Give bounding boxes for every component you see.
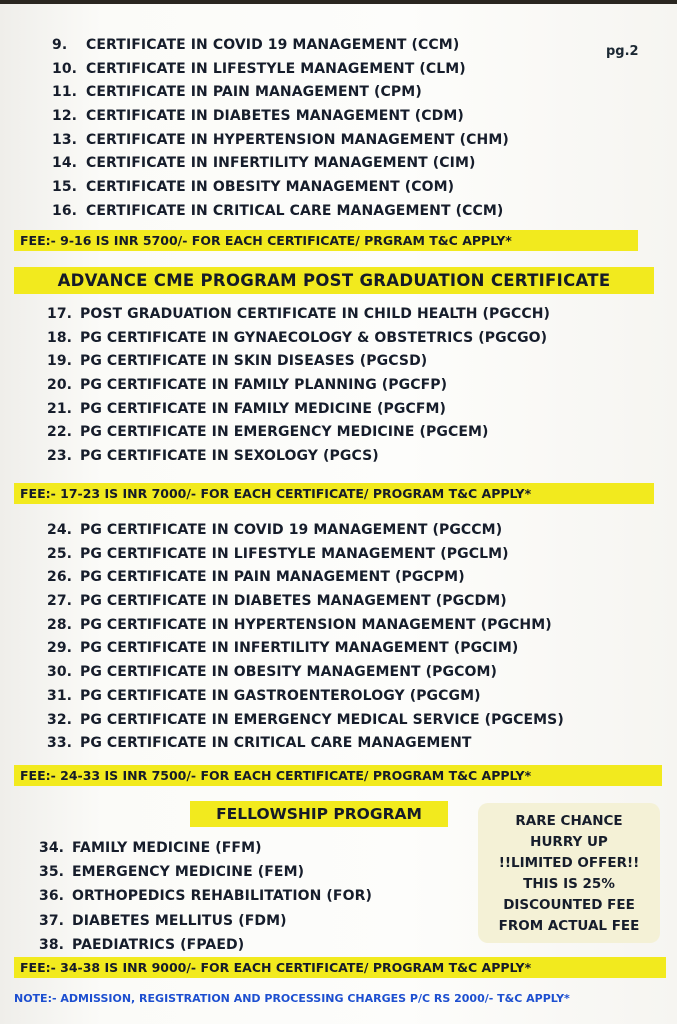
item-number: 34. <box>39 840 65 856</box>
item-number: 35. <box>39 864 65 881</box>
section-heading-fellowship: FELLOWSHIP PROGRAM <box>190 801 448 827</box>
item-number: 21. <box>47 400 73 417</box>
item-number: 18. <box>47 329 73 346</box>
item-text: PG CERTIFICATE IN SEXOLOGY (PGCS) <box>80 448 379 465</box>
item-number: 38. <box>39 936 65 953</box>
item-text: PG CERTIFICATE IN GASTROENTEROLOGY (PGCGM) <box>80 687 481 704</box>
item-text: PG CERTIFICATE IN EMERGENCY MEDICINE (PGCEM) <box>80 424 489 441</box>
item-text: PG CERTIFICATE IN LIFESTYLE MANAGEMENT (PGCLM) <box>80 545 509 562</box>
item-number: 23. <box>47 448 73 465</box>
item-number: 31. <box>47 687 73 704</box>
item-text: PG CERTIFICATE IN GYNAECOLOGY & OBSTETRICS (PGCGO) <box>80 329 548 346</box>
fee-banner-34-38: FEE:- 34-38 IS INR 9000/- FOR EACH CERTIFICATE/ PROGRAM T&C APPLY* <box>14 957 666 978</box>
document-page <box>0 4 677 1024</box>
item-number: 19. <box>47 353 73 370</box>
item-number: 9. <box>52 37 68 53</box>
item-text: CERTIFICATE IN OBESITY MANAGEMENT (COM) <box>86 179 455 196</box>
item-text: FAMILY MEDICINE (FFM) <box>72 840 262 856</box>
fee-banner-24-33: FEE:- 24-33 IS INR 7500/- FOR EACH CERTIFICATE/ PROGRAM T&C APPLY* <box>14 765 662 786</box>
item-number: 13. <box>52 131 78 148</box>
item-number: 33. <box>47 735 73 752</box>
offer-line: !!LIMITED OFFER!! <box>498 855 640 871</box>
item-text: CERTIFICATE IN HYPERTENSION MANAGEMENT (CHM) <box>86 131 509 148</box>
item-number: 11. <box>52 84 78 101</box>
item-text: DIABETES MELLITUS (FDM) <box>72 912 287 929</box>
item-number: 37. <box>39 912 65 929</box>
item-text: CERTIFICATE IN LIFESTYLE MANAGEMENT (CLM) <box>86 60 466 77</box>
offer-line: HURRY UP <box>530 834 608 850</box>
item-text: POST GRADUATION CERTIFICATE IN CHILD HEALTH (PGCCH) <box>80 306 551 322</box>
item-number: 22. <box>47 424 73 441</box>
item-number: 30. <box>47 664 73 681</box>
item-number: 32. <box>47 711 73 728</box>
item-number: 28. <box>47 616 73 633</box>
offer-line: FROM ACTUAL FEE <box>498 918 640 934</box>
item-text: PG CERTIFICATE IN EMERGENCY MEDICAL SERVICE (PGCEMS) <box>80 711 564 728</box>
item-number: 25. <box>47 545 73 562</box>
item-text: CERTIFICATE IN CRITICAL CARE MANAGEMENT (CCM) <box>86 202 504 219</box>
item-number: 10. <box>52 60 78 77</box>
section-heading-pg-certificate: ADVANCE CME PROGRAM POST GRADUATION CERTIFICATE <box>14 267 654 294</box>
item-text: PG CERTIFICATE IN HYPERTENSION MANAGEMENT (PGCHM) <box>80 616 552 633</box>
item-text: CERTIFICATE IN INFERTILITY MANAGEMENT (CIM) <box>86 155 476 172</box>
item-text: PG CERTIFICATE IN FAMILY PLANNING (PGCFP) <box>80 377 448 394</box>
item-number: 36. <box>39 888 65 905</box>
item-text: PG CERTIFICATE IN FAMILY MEDICINE (PGCFM) <box>80 400 447 417</box>
item-text: PG CERTIFICATE IN PAIN MANAGEMENT (PGCPM) <box>80 569 465 586</box>
offer-line: THIS IS 25% <box>523 876 615 892</box>
item-number: 16. <box>52 202 78 219</box>
item-number: 26. <box>47 569 73 586</box>
item-number: 24. <box>47 522 73 538</box>
item-number: 15. <box>52 179 78 196</box>
page-number: pg.2 <box>606 44 639 59</box>
fee-banner-17-23: FEE:- 17-23 IS INR 7000/- FOR EACH CERTIFICATE/ PROGRAM T&C APPLY* <box>14 483 654 504</box>
item-text: ORTHOPEDICS REHABILITATION (FOR) <box>72 888 372 905</box>
item-text: EMERGENCY MEDICINE (FEM) <box>72 864 305 881</box>
item-text: CERTIFICATE IN DIABETES MANAGEMENT (CDM) <box>86 108 464 125</box>
item-text: CERTIFICATE IN COVID 19 MANAGEMENT (CCM) <box>86 37 460 53</box>
item-text: CERTIFICATE IN PAIN MANAGEMENT (CPM) <box>86 84 422 101</box>
item-text: PG CERTIFICATE IN OBESITY MANAGEMENT (PGCOM) <box>80 664 498 681</box>
item-text: PG CERTIFICATE IN INFERTILITY MANAGEMENT (PGCIM) <box>80 640 519 657</box>
item-number: 12. <box>52 108 78 125</box>
item-text: PG CERTIFICATE IN CRITICAL CARE MANAGEMENT <box>80 735 472 752</box>
offer-line: DISCOUNTED FEE <box>503 897 635 913</box>
item-text: PAEDIATRICS (FPAED) <box>72 936 245 953</box>
item-text: PG CERTIFICATE IN COVID 19 MANAGEMENT (PGCCM) <box>80 522 503 538</box>
item-number: 17. <box>47 306 73 322</box>
item-text: PG CERTIFICATE IN SKIN DISEASES (PGCSD) <box>80 353 428 370</box>
limited-offer-box <box>478 803 660 943</box>
item-text: PG CERTIFICATE IN DIABETES MANAGEMENT (PGCDM) <box>80 593 507 610</box>
admission-charges-note: NOTE:- ADMISSION, REGISTRATION AND PROCESSING CHARGES P/C RS 2000/- T&C APPLY* <box>14 992 570 1005</box>
item-number: 29. <box>47 640 73 657</box>
item-number: 20. <box>47 377 73 394</box>
offer-line: RARE CHANCE <box>515 813 623 829</box>
item-number: 14. <box>52 155 78 172</box>
item-number: 27. <box>47 593 73 610</box>
fee-banner-9-16: FEE:- 9-16 IS INR 5700/- FOR EACH CERTIFICATE/ PRGRAM T&C APPLY* <box>14 230 638 251</box>
